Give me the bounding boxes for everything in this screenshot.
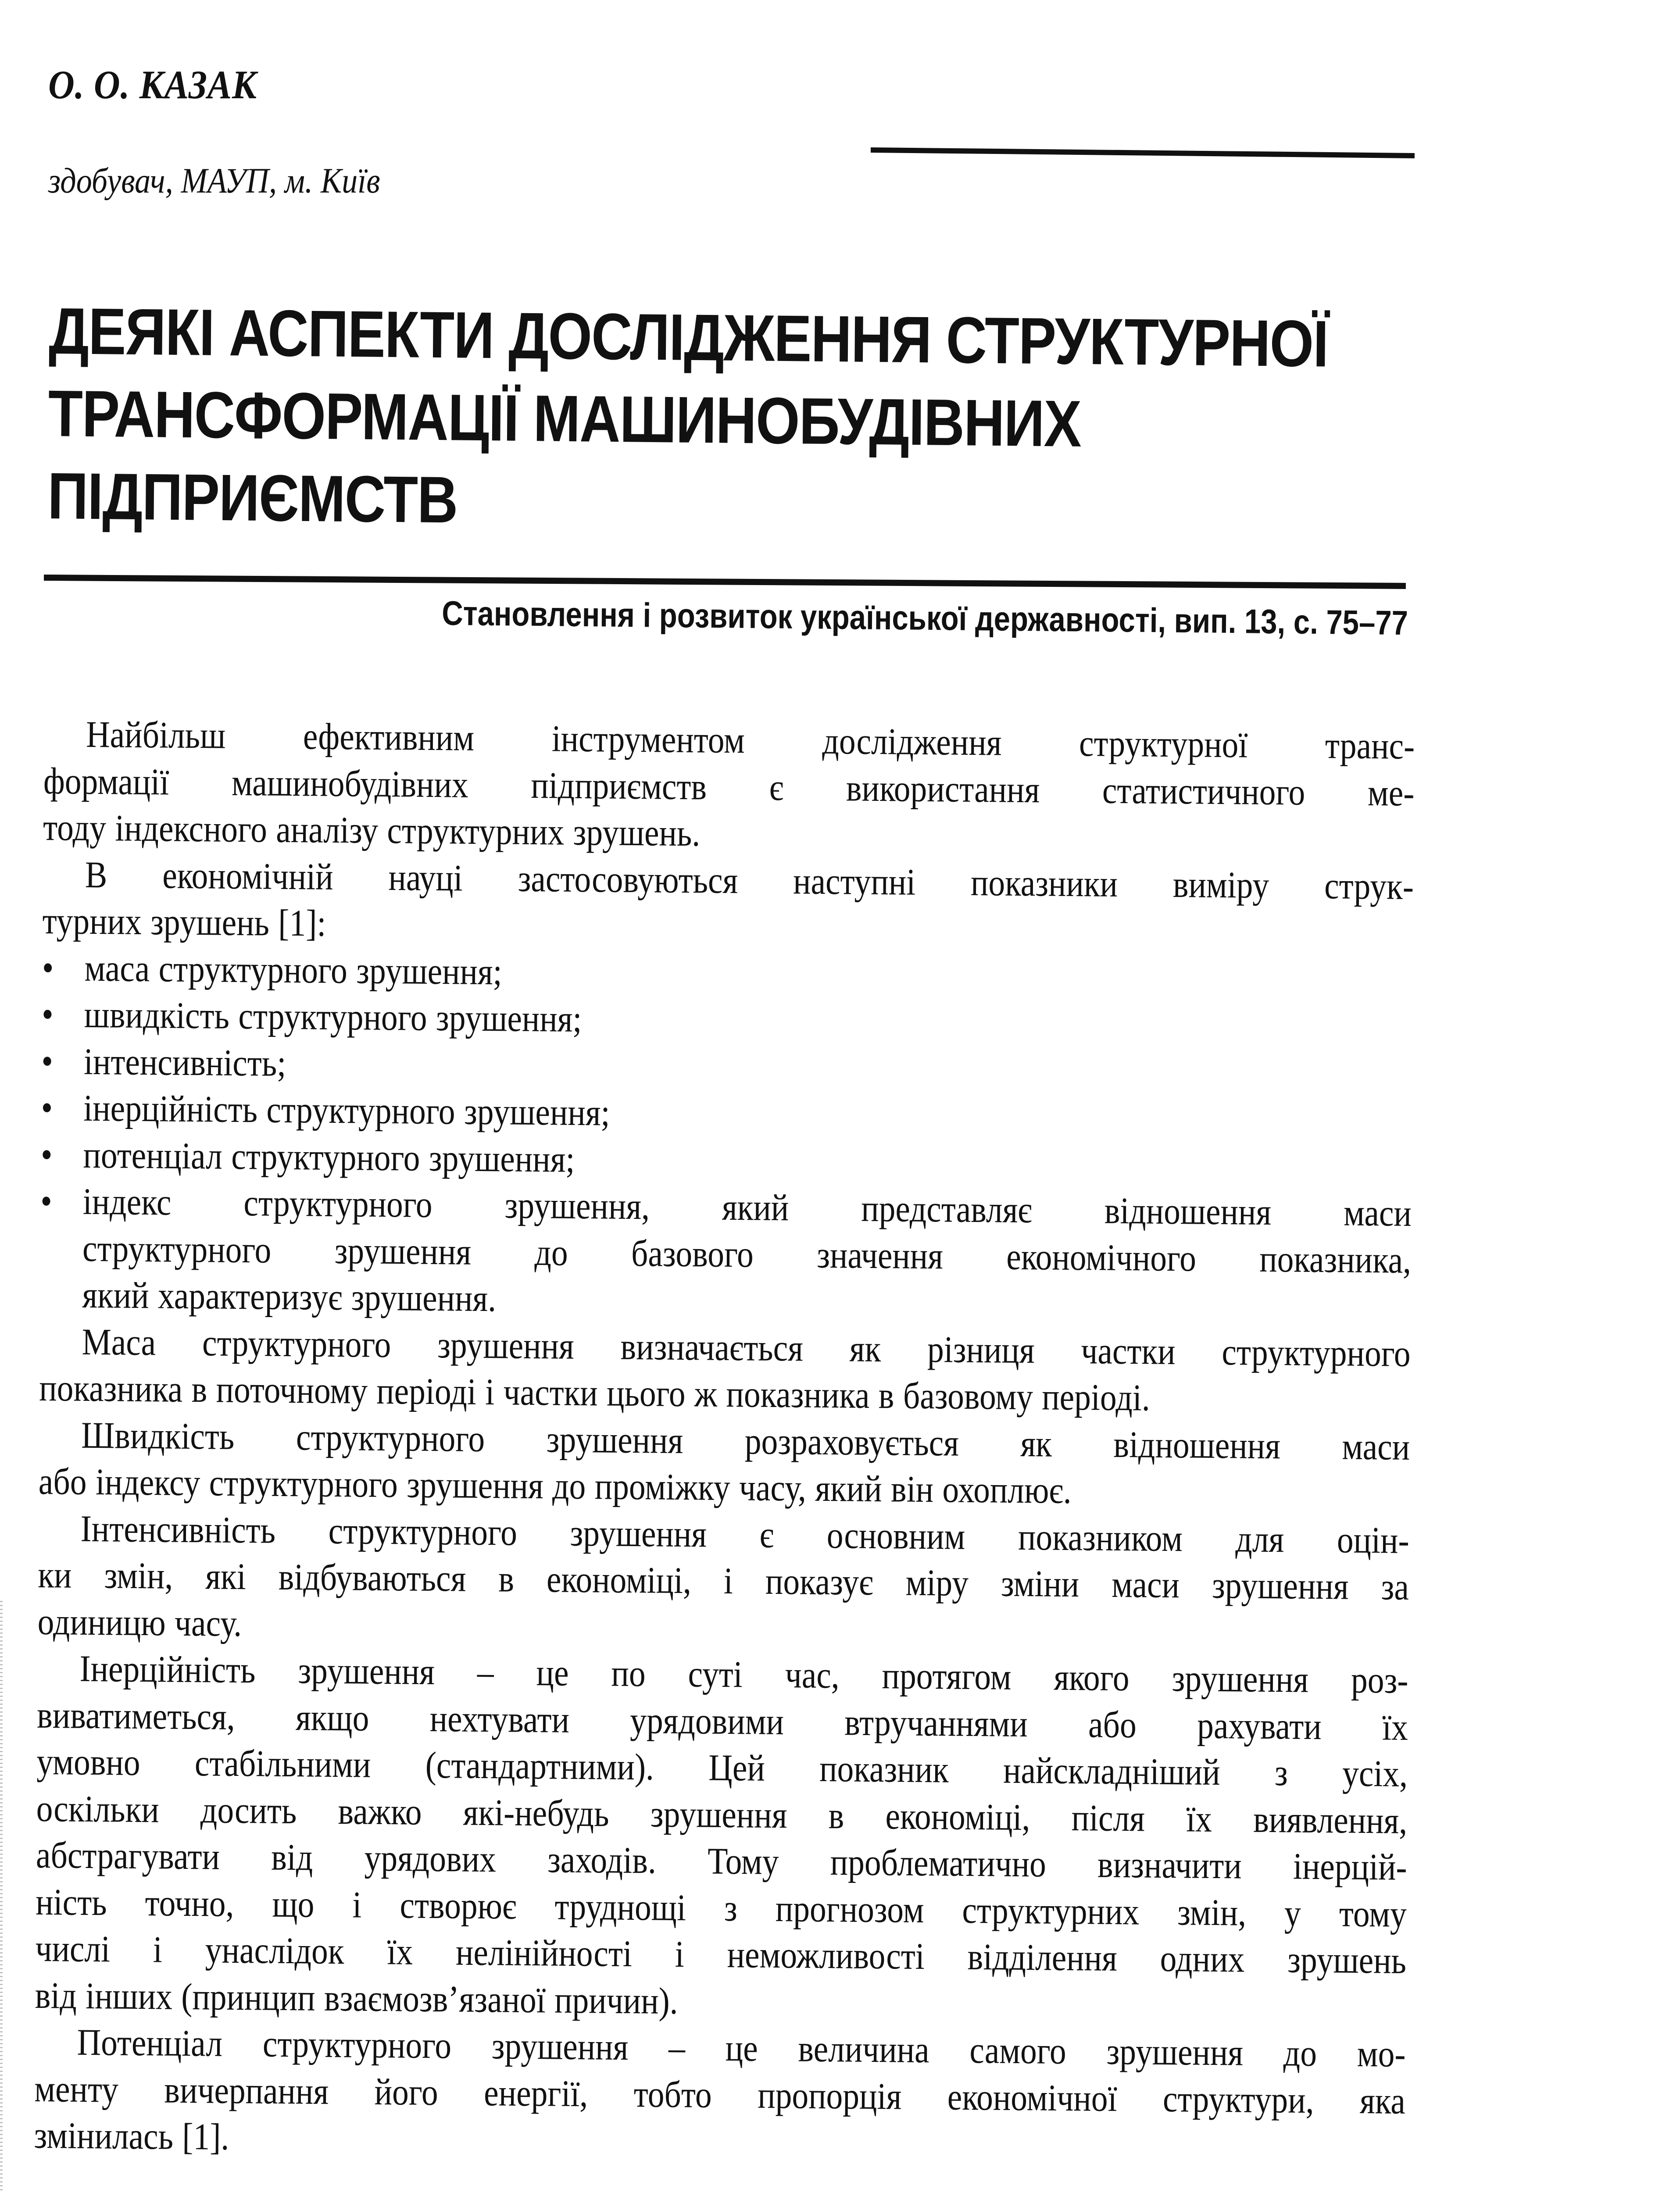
body-line-text: маса структурного зрушення; [84,946,503,993]
header-rule [871,147,1415,158]
body-line-text: інерційність структурного зрушення; [83,1086,610,1134]
body-line-text: швидкість структурного зрушення; [84,993,582,1040]
body-line-text: від інших (принцип взаємозв’язаної причин). [35,1974,678,2022]
bullet-icon [41,1084,83,1131]
body-line-text: Швидкість структурного зрушення розраховується як відношення маси [81,1414,1410,1468]
body-line-text: виватиметься, якщо нехтувати урядовими втручаннями або рахувати їх [36,1693,1408,1748]
body-line-text: Найбільш ефективним інструментом дослідження структурної транс- [86,713,1415,767]
body-line-text: умовно стабільними (стандартними). Цей показник найскладніший з усіх, [36,1740,1408,1795]
author-affiliation: здобувач, МАУП, м. Київ [48,161,380,200]
body-line-text: структурного зрушення до базового значення економічного показника, [82,1227,1412,1281]
article-title [47,289,1328,549]
body-line-text: оскільки досить важко які-небудь зрушення в економіці, після їх виявлення, [36,1787,1408,1842]
body-line-text: показника в поточному періоді і частки цього ж показника в базовому періоді. [39,1366,1151,1419]
title-rule [44,575,1406,589]
body-line-text: ність точно, що і створює труднощі з прогнозом структурних змін, у тому [35,1880,1407,1935]
body-line-text: Інтенсивність структурного зрушення є основним показником для оцін- [80,1507,1410,1561]
journal-reference: Становлення і розвиток української державності, вип. 13, с. 75–77 [441,593,1408,642]
bullet-icon [41,1037,84,1084]
title-line: ДЕЯКІ АСПЕКТИ ДОСЛІДЖЕННЯ СТРУКТУРНОЇ [48,293,1328,381]
article-body [34,711,1415,2171]
body-line-text: або індексу структурного зрушення до проміжку часу, який він охоплює. [38,1460,1072,1512]
bullet-icon [41,1131,83,1178]
body-line-text: числі і унаслідок їх нелінійності і неможливості відділення одних зрушень [35,1927,1407,1982]
title-line: ТРАНСФОРМАЦІЇ МАШИНОБУДІВНИХ [48,376,1081,461]
body-line-text: тоду індексного аналізу структурних зрушень. [43,806,701,854]
body-line-text: формації машинобудівних підприємств є використання статистичного ме- [43,759,1415,814]
bullet-icon [40,1178,83,1225]
body-line-text: ки змін, які відбуваються в економіці, і показує міру зміни маси зрушення за [38,1553,1409,1608]
body-line-text: який характеризує зрушення. [82,1273,497,1320]
body-line-text: турних зрушень [1]: [42,899,326,944]
body-line-text: Маса структурного зрушення визначається як різниця частки структурного [82,1320,1411,1375]
body-line-text: абстрагувати від урядових заходів. Тому проблематично визначити інерцій- [36,1833,1407,1888]
body-line-text: одиницю часу. [37,1600,242,1644]
title-line: ПІДПРИЄМСТВ [47,458,458,537]
body-line-text: індекс структурного зрушення, який представляє відношення маси [82,1180,1412,1234]
body-line-text: інтенсивність; [83,1040,286,1084]
author-name: О. О. КАЗАК [48,62,257,107]
scan-edge-artifact [0,1601,3,2193]
body-line-text: Потенціал структурного зрушення – це величина самого зрушення до мо- [77,2021,1406,2075]
bullet-icon [42,944,85,991]
body-line-text: змінилась [1]. [34,2114,229,2158]
body-line-text: В економічній науці застосовуються наступні показники виміру струк- [85,853,1414,907]
body-line-text: потенціал структурного зрушення; [83,1133,575,1180]
body-line-text: Інерційність зрушення – це по суті час, протягом якого зрушення роз- [79,1647,1408,1701]
bullet-icon [42,991,84,1038]
body-line-text: менту вичерпання його енергії, тобто пропорція економічної структури, яка [34,2067,1406,2122]
